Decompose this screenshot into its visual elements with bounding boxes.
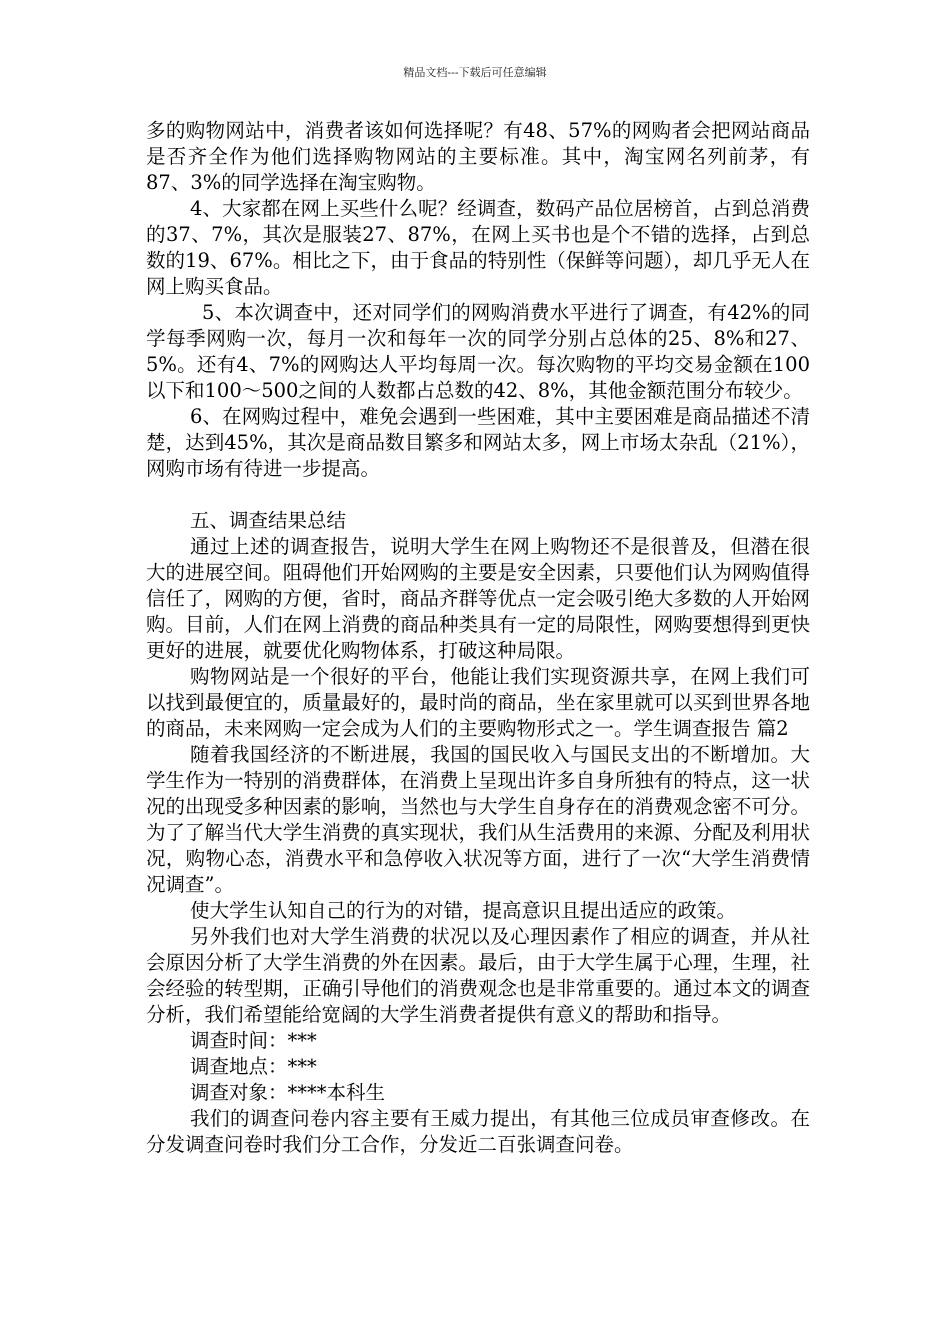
paragraph-analysis: 另外我们也对大学生消费的状况以及心理因素作了相应的调查，并从社会原因分析了大学生消费的外在因素。最后，由于大学生属于心理，生理，社会经验的转型期，正确引导他们的消费观念也是非常重要的。通过本文的调查分析，我们希望能给宽阔的大学生消费者提供有意义的帮助和指导。 <box>146 925 810 1026</box>
paragraph-platform: 购物网站是一个很好的平台，他能让我们实现资源共享，在网上我们可以找到最便宜的，质量最好的，最时尚的商品，坐在家里就可以买到世界各地的商品，未来网购一定会成为人们的主要购物形式之一。学生调查报告 篇2 <box>146 665 810 740</box>
survey-subjects: 调查对象：****本科生 <box>190 1081 386 1104</box>
section-heading-summary: 五、调查结果总结 <box>190 509 347 532</box>
page-header: 精品文档---下载后可任意编辑 <box>403 66 547 79</box>
blank-line <box>146 482 810 508</box>
paragraph-item-6: 6、在网购过程中，难免会遇到一些困难，其中主要困难是商品描述不清楚，达到45%，其次是商品数目繁多和网站太多，网上市场太杂乱（21%），网购市场有待进一步提高。 <box>146 405 810 480</box>
survey-location: 调查地点：*** <box>190 1055 317 1078</box>
survey-time: 调查时间：*** <box>190 1029 317 1052</box>
paragraph-summary: 通过上述的调查报告，说明大学生在网上购物还不是很普及，但潜在很大的进展空间。阻碍他们开始网购的主要是安全因素，只要他们认为网购值得信任了，网购的方便，省时，商品齐群等优点一定会吸引绝大多数的人开始网购。目前，人们在网上消费的商品种类具有一定的局限性，网购要想得到更快更好的进展，就要优化购物体系，打破这种局限。 <box>146 535 810 662</box>
paragraph-shopping-sites: 多的购物网站中，消费者该如何选择呢？有48、57%的网购者会把网站商品是否齐全作为他们选择购物网站的主要标准。其中，淘宝网名列前茅，有87、3%的同学选择在淘宝购物。 <box>146 119 810 194</box>
paragraph-item-5: 5、本次调查中，还对同学们的网购消费水平进行了调查，有42%的同学每季网购一次，每月一次和每年一次的同学分别占总体的25、8%和27、5%。还有4、7%的网购达人平均每周一次。每次购物的平均交易金额在100以下和100～500之间的人数都占总数的42、8%，其他金额范围分布较少。 <box>146 301 810 402</box>
paragraph-report2-intro: 随着我国经济的不断进展，我国的国民收入与国民支出的不断增加。大学生作为一特别的消费群体，在消费上呈现出许多自身所独有的特点，这一状况的出现受多种因素的影响，当然也与大学生自身存在的消费观念密不可分。为了了解当代大学生消费的真实现状，我们从生活费用的来源、分配及利用状况，购物心态，消费水平和急停收入状况等方面，进行了一次“大学生消费情况调查”。 <box>146 743 810 896</box>
paragraph-item-4: 4、大家都在网上买些什么呢？经调查，数码产品位居榜首，占到总消费的37、7%，其次是服装27、87%，在网上买书也是个不错的选择，占到总数的19、67%。相比之下，由于食品的特别性（保鲜等问题），却几乎无人在网上购买食品。 <box>146 197 810 298</box>
paragraph-questionnaire: 我们的调查问卷内容主要有王威力提出，有其他三位成员审查修改。在分发调查问卷时我们分工合作，分发近二百张调查问卷。 <box>146 1107 810 1156</box>
paragraph-purpose: 使大学生认知自己的行为的对错，提高意识且提出适应的政策。 <box>190 899 737 922</box>
document-body <box>146 118 810 1158</box>
